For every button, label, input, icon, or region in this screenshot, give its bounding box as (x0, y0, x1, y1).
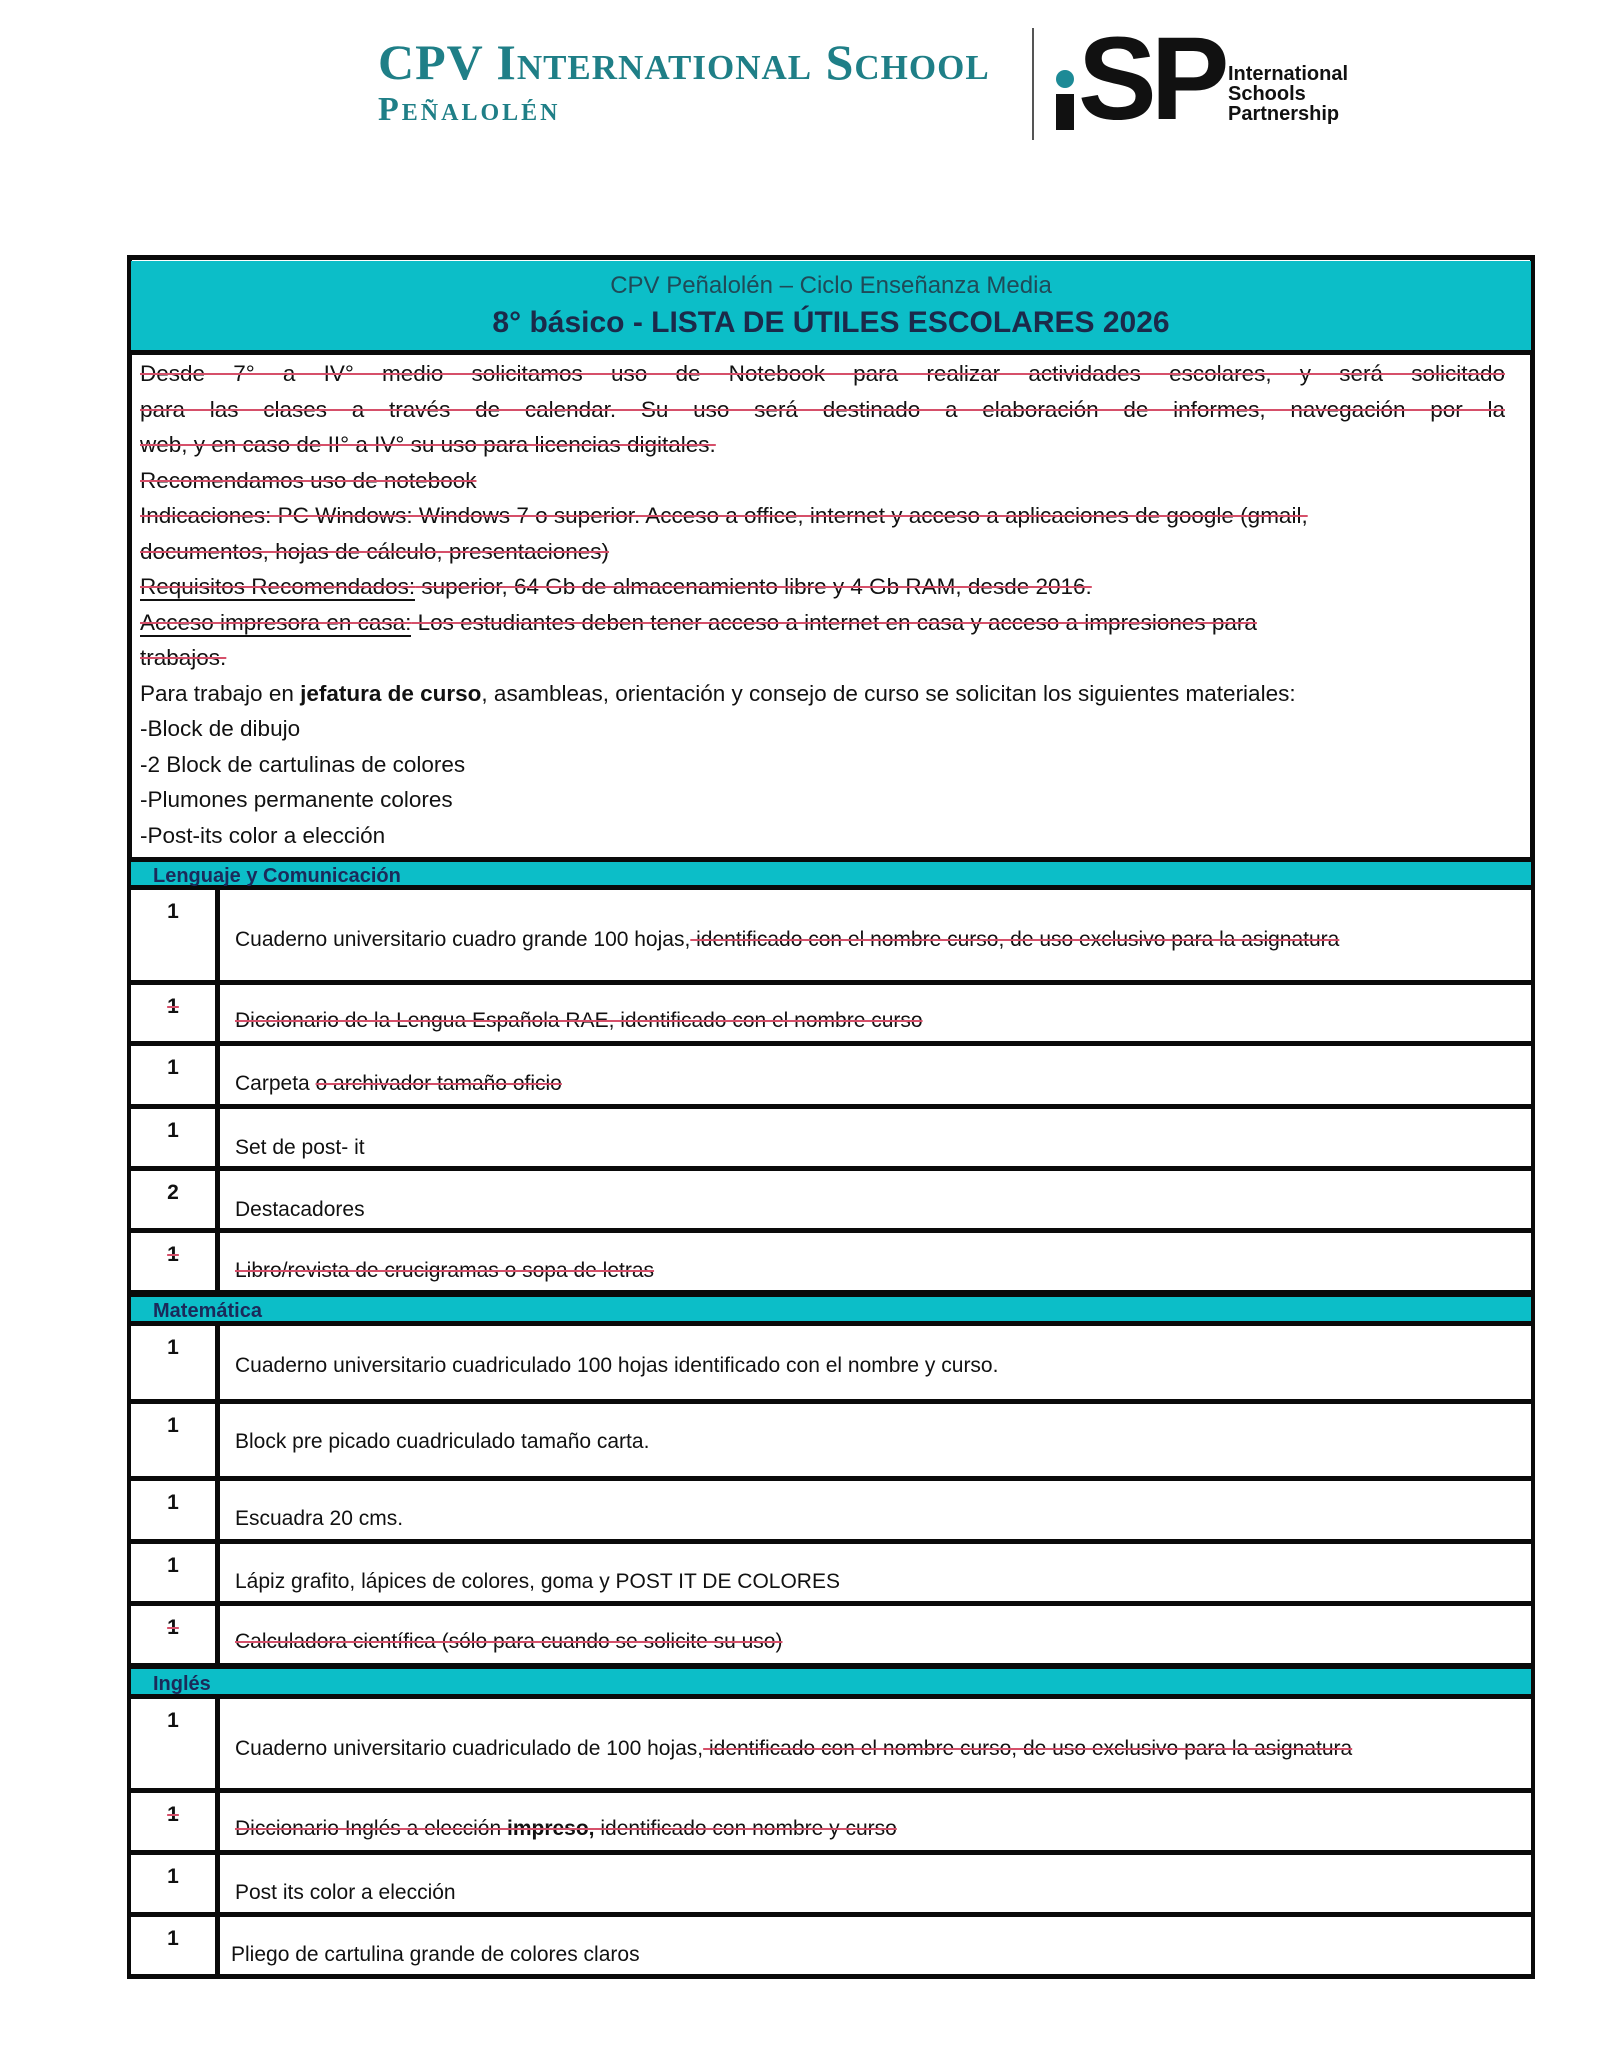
item-description (235, 1503, 1431, 1534)
title-band (131, 261, 1531, 355)
qty-cell (131, 1699, 220, 1788)
impresora-text-cont: trabajos. (140, 645, 227, 670)
table-row (131, 1855, 1531, 1917)
section-title: Inglés (153, 1673, 211, 1695)
section-header-ingles (131, 1664, 1531, 1699)
item-description (235, 1068, 1431, 1099)
section-title: Matemática (153, 1300, 262, 1322)
table-row (131, 1544, 1531, 1606)
table-row (131, 1481, 1531, 1544)
item-description (231, 1939, 1431, 1970)
intro-line: Desde 7° a IV° medio solicitamos uso de Notebook para realizar actividades escolares, y será solicitado (140, 361, 1505, 386)
quantity: 1 (167, 1491, 179, 1514)
qty-cell (131, 1326, 220, 1399)
table-row (131, 1326, 1531, 1404)
item-struck-text: Calculadora científica (sólo para cuando se solicite su uso) (235, 1630, 783, 1653)
item-description (235, 1350, 1431, 1381)
school-logo (378, 34, 990, 130)
intro-line: documentos, hojas de cálculo, presentaciones) (140, 538, 610, 564)
qty-cell (131, 1109, 220, 1166)
item-text: Post its color a elección (235, 1881, 456, 1904)
qty-cell (131, 1544, 220, 1601)
item-text: Cuaderno universitario cuadro grande 100 hojas, (235, 928, 691, 951)
intro-line: web, y en caso de II° a IV° su uso para licencias digitales. (140, 432, 716, 457)
qty-cell (131, 1917, 220, 1974)
quantity: 1 (167, 995, 179, 1018)
item-description (235, 1813, 1431, 1844)
qty-cell (131, 1404, 220, 1476)
table-row (131, 1046, 1531, 1109)
material-item: -Post-its color a elección (140, 822, 386, 848)
item-text: Cuaderno universitario cuadriculado de 100 hojas, (235, 1737, 704, 1760)
isp-mark-icon (1050, 13, 1224, 145)
item-description (235, 1877, 1431, 1908)
table-row (131, 1233, 1531, 1295)
item-struck-text: identificado con el nombre curso, de uso exclusivo para la asignatura (690, 928, 1340, 951)
intro-line: Recomendamos uso de notebook (140, 467, 477, 493)
item-description (235, 1626, 1431, 1657)
item-text: Cuaderno universitario cuadriculado 100 hojas identificado con el nombre y curso. (235, 1354, 999, 1377)
jefatura-post: , asambleas, orientación y consejo de curso se solicitan los siguientes materiales: (481, 680, 1296, 706)
quantity: 1 (167, 1056, 179, 1079)
table-row (131, 985, 1531, 1046)
item-struck-text: Diccionario de la Lengua Española RAE, identificado con el nombre curso (235, 1009, 923, 1032)
item-text: Set de post- it (235, 1136, 365, 1159)
section-header-matematica (131, 1292, 1531, 1326)
school-campus: Peñalolén (378, 91, 561, 128)
item-struck-bold: impreso, (506, 1817, 595, 1840)
document-subtitle: CPV Peñalolén – Ciclo Enseñanza Media (610, 272, 1052, 299)
isp-name-line: Schools (1228, 83, 1306, 105)
item-description (235, 1132, 1431, 1163)
table-row (131, 890, 1531, 985)
table-row (131, 1109, 1531, 1171)
qty-cell (131, 1606, 220, 1663)
item-description (235, 1426, 1431, 1457)
table-row (131, 1793, 1531, 1855)
qty-cell (131, 1481, 220, 1539)
qty-cell (131, 1171, 220, 1228)
quantity: 1 (167, 1709, 179, 1732)
quantity: 1 (167, 1119, 179, 1142)
intro-notes (140, 356, 1505, 853)
qty-cell (131, 1793, 220, 1850)
document-title: 8° básico - LISTA DE ÚTILES ESCOLARES 2026 (492, 306, 1170, 339)
requisitos-text: superior, 64 Gb de almacenamiento libre y 4 Gb RAM, desde 2016. (415, 574, 1092, 599)
material-item: -2 Block de cartulinas de colores (140, 751, 466, 777)
qty-cell (131, 985, 220, 1041)
section-header-lenguaje (131, 857, 1531, 890)
quantity: 1 (167, 1336, 179, 1359)
school-name: CPV International School (378, 34, 990, 90)
item-text: Destacadores (235, 1198, 365, 1221)
isp-name-line: International (1228, 63, 1349, 85)
table-row (131, 1404, 1531, 1481)
quantity: 2 (167, 1181, 179, 1204)
item-text: Block pre picado cuadriculado tamaño carta. (235, 1430, 650, 1453)
item-text: Pliego de cartulina grande de colores claros (231, 1943, 640, 1966)
item-text: Carpeta (235, 1072, 316, 1095)
requisitos-label: Requisitos Recomendados: (140, 574, 416, 599)
impresora-label: Acceso impresora en casa: (140, 609, 412, 635)
table-row (131, 1917, 1531, 1974)
item-description (235, 1733, 1431, 1764)
item-struck-text: Libro/revista de crucigramas o sopa de letras (235, 1259, 655, 1282)
intro-line: Indicaciones: PC Windows: Windows 7 o superior. Acceso a office, internet y acceso a aplicaciones de google (gmail, (140, 503, 1308, 528)
item-struck-text: identificado con nombre y curso (594, 1817, 897, 1840)
item-description (235, 1566, 1431, 1597)
qty-cell (131, 1233, 220, 1290)
item-struck-text: identificado con el nombre curso, de uso exclusivo para la asignatura (703, 1737, 1353, 1760)
item-description (235, 924, 1431, 955)
material-item: -Block de dibujo (140, 716, 301, 741)
quantity: 1 (167, 1803, 179, 1826)
table-row (131, 1171, 1531, 1233)
intro-line: para las clases a través de calendar. Su uso será destinado a elaboración de informes, navegación por la (140, 396, 1505, 422)
item-description (235, 1005, 1431, 1036)
qty-cell (131, 890, 220, 980)
quantity: 1 (167, 1927, 179, 1950)
item-description (235, 1194, 1431, 1225)
quantity: 1 (167, 1865, 179, 1888)
isp-dot-icon (1056, 70, 1074, 88)
qty-cell (131, 1855, 220, 1912)
jefatura-pre: Para trabajo en (140, 680, 301, 706)
quantity: 1 (167, 1414, 179, 1437)
isp-letters: SP (1078, 13, 1224, 145)
jefatura-bold: jefatura de curso (300, 680, 482, 706)
isp-name (1228, 64, 1348, 124)
material-item: -Plumones permanente colores (140, 787, 453, 812)
table-row (131, 1699, 1531, 1793)
item-struck-text: o archivador tamaño oficio (315, 1072, 562, 1095)
section-title: Lenguaje y Comunicación (153, 865, 401, 887)
impresora-text: Los estudiantes deben tener acceso a internet en casa y acceso a impresiones para (411, 609, 1257, 635)
item-struck-text: Diccionario Inglés a elección (235, 1817, 507, 1840)
quantity: 1 (167, 1554, 179, 1577)
quantity: 1 (167, 1243, 179, 1266)
qty-cell (131, 1046, 220, 1104)
item-text: Escuadra 20 cms. (235, 1507, 404, 1530)
isp-name-line: Partnership (1228, 103, 1340, 125)
item-description (235, 1255, 1431, 1286)
item-text: Lápiz grafito, lápices de colores, goma y POST IT DE COLORES (235, 1570, 840, 1593)
isp-i-stem (1056, 94, 1074, 130)
table-row (131, 1606, 1531, 1668)
quantity: 1 (167, 900, 179, 923)
logo-divider (1032, 28, 1034, 140)
quantity: 1 (167, 1616, 179, 1639)
